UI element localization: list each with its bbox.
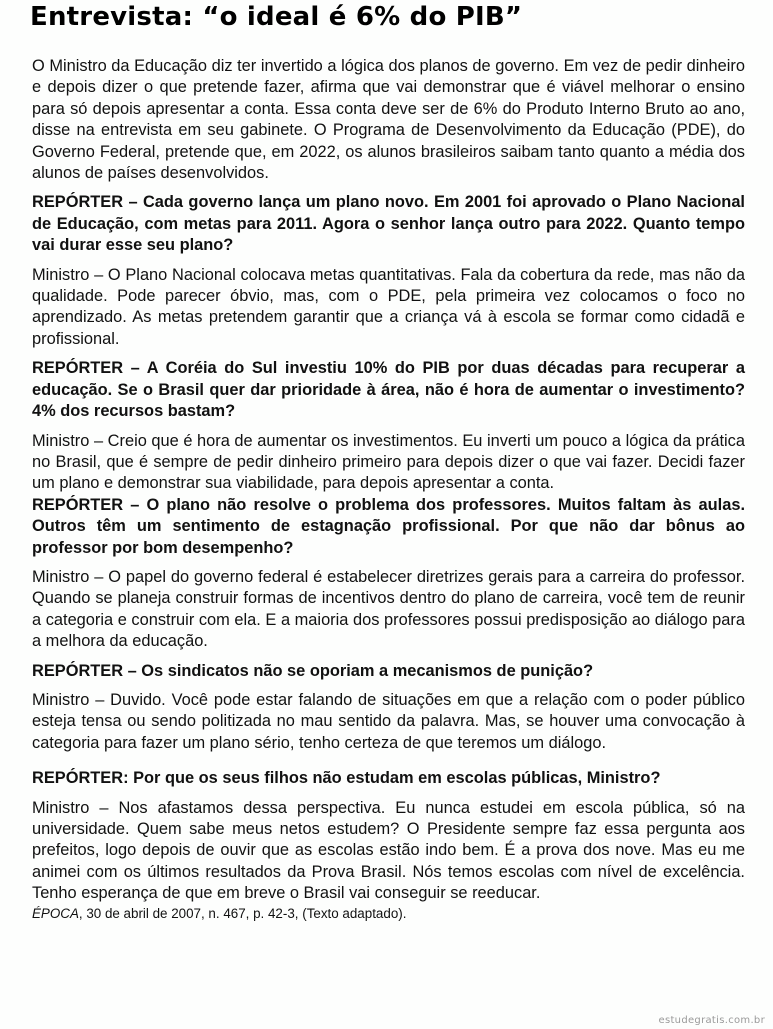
reporter-question-5 [32,768,745,789]
minister-answer-4: Ministro – Duvido. Você pode estar falando de situações em que a relação com o poder público esteja tensa ou sendo politizada no mau sentido da palavra. Mas, se houver uma convocação à categoria para fazer um plano sério, tenho certeza de que teremos um diálogo. [32,690,745,752]
question-label: REPÓRTER – [32,661,142,680]
article-title: Entrevista: “o ideal é 6% do PIB” [30,2,523,32]
source-details: , 30 de abril de 2007, n. 467, p. 42-3, (Texto adaptado). [78,905,407,921]
minister-answer-2: Ministro – Creio que é hora de aumentar os investimentos. Eu inverti um pouco a lógica da prática no Brasil, que é sempre de pedir dinheiro primeiro para depois dizer o que vai fazer. Decidi fazer um plano e demonstrar sua viabilidade, para depois apresentar a conta. [32,431,745,493]
question-label: REPÓRTER – [32,495,147,514]
reporter-question-1 [32,192,745,256]
question-text: Cada governo lança um plano novo. Em 2001 foi aprovado o Plano Nacional de Educação, com metas para 2011. Agora o senhor lança outro para 2022. Quanto tempo vai durar esse seu plano? [32,193,745,255]
article-body [32,56,745,922]
question-text: : Por que os seus filhos não estudam em escolas públicas, Ministro? [123,769,661,788]
reporter-question-3 [32,495,745,559]
question-label: REPÓRTER – [32,193,143,212]
source-publication: ÉPOCA [32,905,79,921]
question-text: A Coréia do Sul investiu 10% do PIB por duas décadas para recuperar a educação. Se o Brasil quer dar prioridade à área, não é hora de aumentar o investimento? 4% dos recursos bastam? [32,359,745,421]
question-label: REPÓRTER – [32,359,147,378]
reporter-question-2 [32,358,745,422]
minister-answer-5: Ministro – Nos afastamos dessa perspectiva. Eu nunca estudei em escola pública, só na universidade. Quem sabe meus netos estudem? O Presidente sempre faz essa pergunta aos prefeitos, logo depois de ouvir que as escolas estão indo bem. É a prova dos nove. Mas eu me animei com os últimos resultados da Prova Brasil. Nós temos escolas com nível de excelência. Tenho esperança de que em breve o Brasil vai conseguir se reeducar. [32,798,745,903]
question-label: REPÓRTER [32,769,124,788]
reporter-question-4 [32,661,745,682]
minister-answer-3: Ministro – O papel do governo federal é estabelecer diretrizes gerais para a carreira do professor. Quando se planeja construir formas de incentivos dentro do plano de carreira, você tem de reunir a categoria e construir com ela. E a maioria dos professores possui predisposição ao diálogo para a melhora da educação. [32,567,745,651]
watermark: estudegratis.com.br [658,1015,765,1026]
question-text: Os sindicatos não se oporiam a mecanismos de punição? [141,661,594,680]
question-text: O plano não resolve o problema dos professores. Muitos faltam às aulas. Outros têm um sentimento de estagnação profissional. Por que não dar bônus ao professor por bom desempenho? [32,495,745,557]
intro-paragraph: O Ministro da Educação diz ter invertido a lógica dos planos de governo. Em vez de pedir dinheiro e depois dizer o que pretende fazer, afirma que vai demonstrar que é viável melhorar o ensino para só depois apresentar a conta. Essa conta deve ser de 6% do Produto Interno Bruto ao ano, disse na entrevista em seu gabinete. O Programa de Desenvolvimento da Educação (PDE), do Governo Federal, pretende que, em 2022, os alunos brasileiros saibam tanto quanto a média dos alunos de países desenvolvidos. [32,57,745,183]
minister-answer-1: Ministro – O Plano Nacional colocava metas quantitativas. Fala da cobertura da rede, mas não da qualidade. Pode parecer óbvio, mas, com o PDE, pela primeira vez colocamos o foco no aprendizado. As metas pretendem garantir que a criança vá à escola se formar como cidadã e profissional. [32,265,745,348]
source-citation [32,905,745,922]
